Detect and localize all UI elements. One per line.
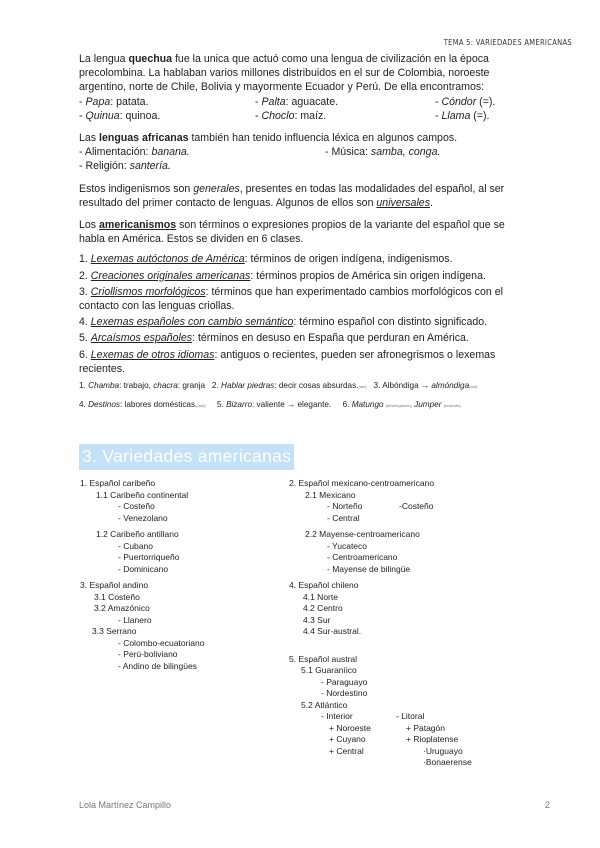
tree-node: - Interior - Litoral (321, 711, 425, 721)
examples-row-1 (79, 380, 521, 393)
examples-row-2 (79, 399, 521, 412)
tree-node: 5.2 Atlántico (301, 699, 348, 710)
indigenismos-paragraph: Estos indigenismos son generales, presentes en todas las modalidades del español, al ser resultado del primer contacto de lenguas. Algunos de ellos son universales. (79, 182, 505, 209)
tree-node: 5. Español austral (289, 653, 358, 664)
example: 1. Chamba: trabajo, chacra: granja (79, 381, 206, 391)
tree-node: - Costeño (118, 501, 155, 511)
tree-node: 3. Español andino (80, 580, 149, 590)
main-content (79, 52, 521, 412)
tree-node: 2.1 Mexicano (305, 489, 356, 500)
tree-node: - Nordestino (321, 688, 368, 698)
african-row: - Alimentación: banana. - Música: samba, conga. (79, 146, 441, 159)
tree-node: 2. Español mexicano-centroamericano (289, 478, 435, 488)
americanismos-paragraph: Los americanismos son términos o expresiones propios de la variante del español que se habla en América. Estos se dividen en 6 clases. (79, 219, 505, 246)
example: 6. Matungo (afronegrismo) Jumper (reciente) (342, 400, 461, 410)
section-title: 3. Variedades americanas (79, 444, 294, 470)
class-item: 2. Creaciones originales americanas: términos propios de América sin origen indígena. (79, 269, 486, 282)
footer-author: Lola Martínez Campillo (79, 800, 172, 810)
tree-node: - Venezolano (118, 512, 168, 523)
class-item: 5. Arcaísmos españoles: términos en desuso en España que perduran en América. (79, 332, 469, 345)
tree-node: - Puertorriqueño (118, 552, 180, 562)
tree-node: 3.1 Costeño (94, 591, 140, 602)
african-row: - Religión: santería. (79, 160, 171, 173)
quechua-row: - Quinua: quinoa. - Choclo: maíz. - Llama (=). (79, 109, 490, 122)
example: 4. Destinos: labores domésticas.(ant) (79, 400, 206, 410)
tree-node: - Dominicano (118, 563, 169, 574)
tree-node: - Perú-boliviano (118, 649, 178, 659)
footer-page-number: 2 (544, 800, 550, 810)
tree-node: 4.3 Sur (303, 614, 331, 625)
tree-node: - Paraguayo (321, 676, 368, 687)
quechua-row: - Papa: patata. - Palta: aguacate. - Cóndor (=). (79, 95, 496, 108)
tree-node: + Central ·Uruguayo (329, 745, 463, 756)
tree-node: - Mayense de bilingüe (327, 563, 411, 574)
tree-node: - Norteño -Costeño (327, 501, 434, 511)
class-item: 3. Criollismos morfológicos: términos que han experimentado cambios morfológicos con el contacto con las lenguas criollas. (79, 285, 503, 313)
tree-node: 1.2 Caribeño antillano (96, 529, 179, 539)
class-item: 4. Lexemas españoles con cambio semántico: término español con distinto significado. (79, 316, 488, 329)
example: 5. Bizarro: valiente → elegante. (216, 400, 332, 410)
tree-node: 1. Español caribeño (80, 478, 156, 488)
african-paragraph: Las lenguas africanas también han tenido influencia léxica en algunos campos. (79, 132, 458, 145)
tree-node: - Centroamericano (327, 552, 398, 562)
tree-node: 4.1 Norte (303, 591, 338, 602)
classes-list (79, 252, 521, 376)
example: 3. Albóndiga → almóndiga(ant) (373, 381, 478, 391)
quechua-paragraph: La lengua quechua fue la unica que actuó como una lengua de civilización en la época precolombina. La hablaban varios millones distribuidos en el sur de Colombia, noroeste argentino, norte de Chile, Bolivia y mayormente Ecuador y Perú. De ella encontramos: (79, 53, 490, 94)
tree-node: - Yucateco (327, 540, 368, 551)
running-header: TEMA 5: VARIEDADES AMERICANAS (443, 38, 572, 47)
tree-node: - Central (327, 512, 360, 523)
tree-node: 4. Español chileno (289, 580, 359, 590)
tree-node: + Cuyano + Rioplatense (329, 734, 459, 744)
tree-node: 1.1 Caribeño continental (96, 489, 189, 500)
class-item: 1. Lexemas autóctonos de América: términos de origen indígena, indigenismos. (79, 253, 453, 266)
tree-node: 4.2 Centro (303, 603, 343, 613)
tree-node: - Cubano (118, 540, 153, 551)
tree-node: + Noroeste + Patagón (329, 722, 445, 733)
tree-node: 3.2 Amazónico (94, 603, 150, 613)
tree-left (80, 478, 204, 672)
example: 2. Hablar piedras: decir cosas absurdas.(ant) (211, 381, 367, 391)
tree-node: 2.2 Mayense-centroamericano (305, 529, 420, 539)
tree-node: 4.4 Sur-austral. (303, 626, 362, 636)
tree-right (289, 478, 472, 769)
tree-node: - Llanero (118, 614, 152, 625)
tree-node: 3.3 Serrano (92, 626, 137, 636)
tree-node: 5.1 Guaraníico (301, 665, 357, 675)
tree-node: - Andino de bilingües (118, 660, 197, 671)
tree-node: ·Bonaerense (423, 757, 472, 767)
tree-node: - Colombo-ecuatoriano (118, 637, 205, 648)
class-item: 6. Lexemas de otros idiomas: antiguos o recientes, pueden ser afronegrismos o lexemas recientes. (79, 348, 496, 375)
